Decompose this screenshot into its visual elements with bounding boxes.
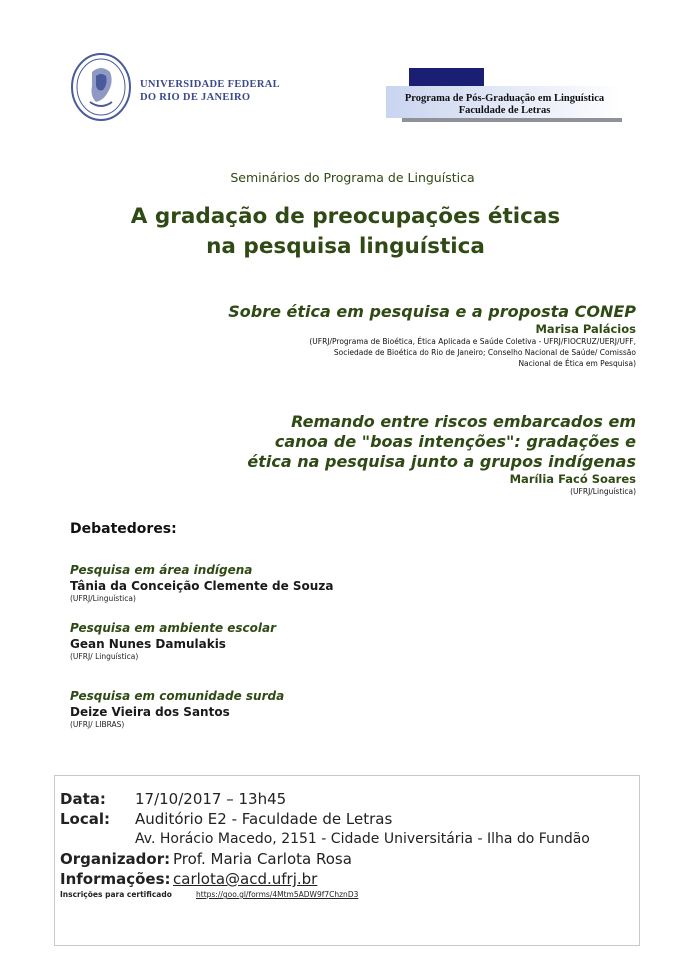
talk-2-affiliation: (UFRJ/Linguística) bbox=[570, 487, 636, 496]
talk-1 bbox=[228, 302, 636, 369]
debater-name: Deize Vieira dos Santos bbox=[70, 705, 230, 719]
date-value: 17/10/2017 – 13h45 bbox=[135, 790, 287, 808]
talk-1-title: Sobre ética em pesquisa e a proposta CONEP bbox=[228, 302, 636, 321]
talk-1-affiliation-2: Sociedade de Bioética do Rio de Janeiro; Conselho Nacional de Saúde/ Comissão bbox=[333, 348, 636, 357]
debater-affiliation: (UFRJ/ Linguística) bbox=[70, 652, 139, 661]
talk-2 bbox=[247, 412, 636, 497]
certificate-link[interactable]: https://goo.gl/forms/4Mtm5ADW9f7ChznD3 bbox=[196, 890, 359, 899]
debater-topic: Pesquisa em área indígena bbox=[70, 563, 253, 577]
info-label: Informações: bbox=[60, 870, 171, 888]
local-value: Auditório E2 - Faculdade de Letras bbox=[135, 810, 393, 828]
organizer-label: Organizador: bbox=[60, 850, 171, 868]
talk-2-title-3: ética na pesquisa junto a grupos indígenas bbox=[247, 452, 636, 471]
talk-1-affiliation-1: (UFRJ/Programa de Bioética, Ética Aplicada e Saúde Coletiva - UFRJ/FIOCRUZ/UERJ/UFF, bbox=[309, 337, 636, 346]
university-name bbox=[140, 78, 280, 104]
program-logo-block-dark bbox=[409, 68, 484, 88]
debater-name: Gean Nunes Damulakis bbox=[70, 637, 226, 651]
debater-2 bbox=[70, 620, 276, 662]
debaters-heading: Debatedores: bbox=[70, 521, 177, 537]
talk-1-affiliation-3: Nacional de Ética em Pesquisa) bbox=[518, 359, 636, 368]
talk-2-title-1: Remando entre riscos embarcados em bbox=[291, 412, 636, 431]
debater-name: Tânia da Conceição Clemente de Souza bbox=[70, 579, 334, 593]
debater-affiliation: (UFRJ/Linguística) bbox=[70, 594, 136, 603]
title-line-1: A gradação de preocupações éticas bbox=[130, 204, 561, 229]
title-line-2: na pesquisa linguística bbox=[206, 234, 485, 259]
university-line-1: UNIVERSIDADE FEDERAL bbox=[140, 79, 280, 90]
talk-2-title-2: canoa de "boas intenções": gradações e bbox=[274, 432, 636, 451]
program-name bbox=[392, 93, 617, 117]
certificate-label: Inscrições para certificado bbox=[60, 890, 172, 899]
program-line-2: Faculdade de Letras bbox=[458, 105, 551, 116]
university-seal-icon bbox=[70, 52, 132, 122]
debater-1 bbox=[70, 562, 333, 604]
date-label: Data: bbox=[60, 790, 106, 808]
debater-topic: Pesquisa em comunidade surda bbox=[70, 689, 285, 703]
email-link[interactable]: carlota@acd.ufrj.br bbox=[173, 870, 318, 888]
local-label: Local: bbox=[60, 810, 111, 828]
debater-topic: Pesquisa em ambiente escolar bbox=[70, 621, 277, 635]
talk-2-speaker: Marília Facó Soares bbox=[509, 472, 636, 486]
university-line-2: DO RIO DE JANEIRO bbox=[140, 92, 251, 103]
program-line-1: Programa de Pós-Graduação em Linguística bbox=[404, 93, 605, 104]
debater-affiliation: (UFRJ/ LIBRAS) bbox=[70, 720, 125, 729]
local-address: Av. Horácio Macedo, 2151 - Cidade Universitária - Ilha do Fundão bbox=[135, 831, 590, 847]
debater-3 bbox=[70, 688, 284, 730]
organizer-value: Prof. Maria Carlota Rosa bbox=[173, 850, 352, 868]
talk-1-speaker: Marisa Palácios bbox=[535, 322, 636, 336]
page-title bbox=[0, 202, 683, 262]
series-name: Seminários do Programa de Linguística bbox=[230, 170, 475, 185]
